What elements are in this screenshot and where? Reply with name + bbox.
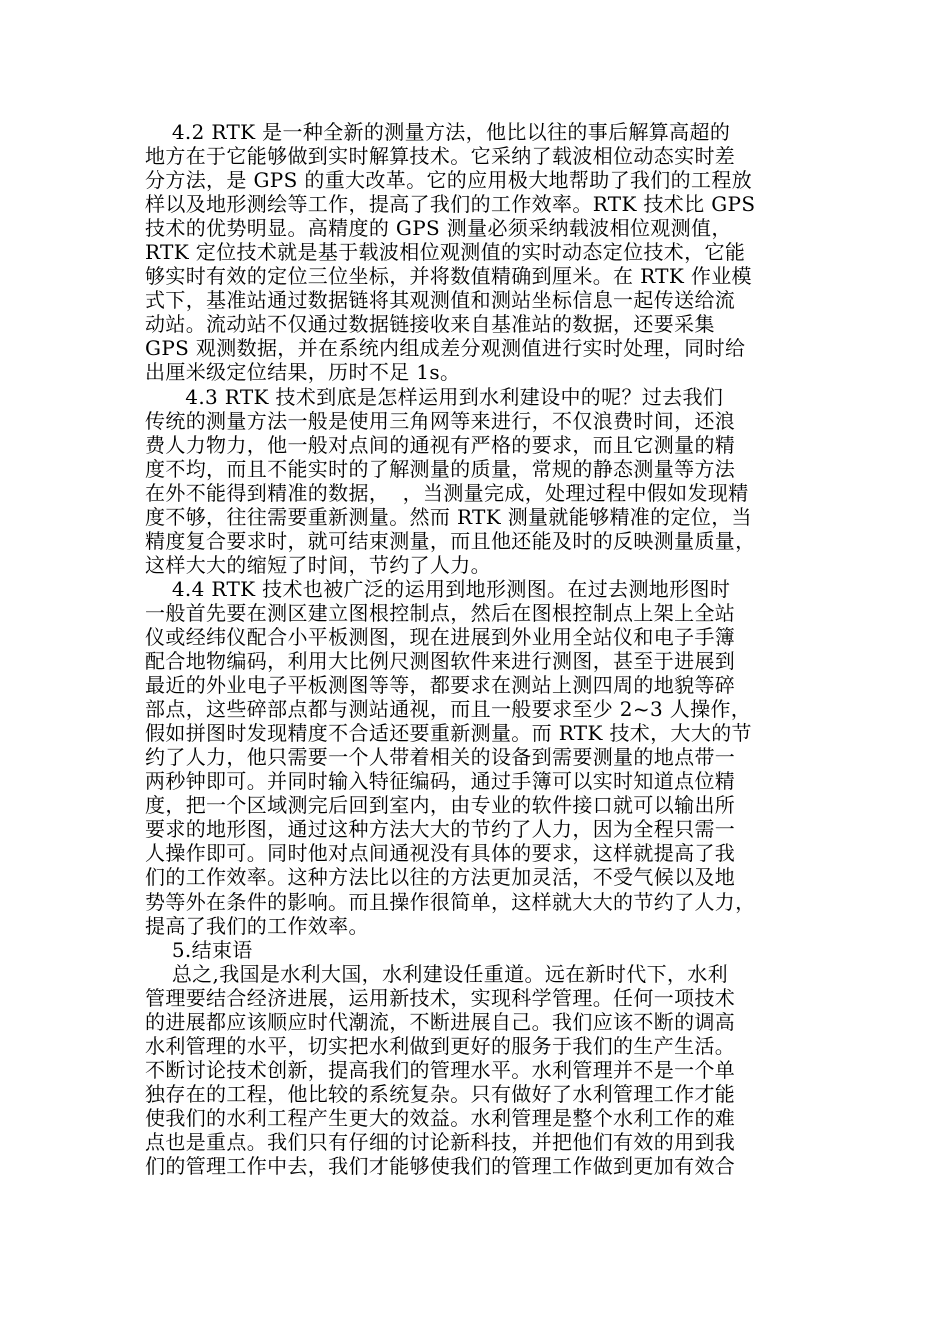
text-line: 5.结束语 [145, 937, 253, 962]
text-line: 约了人力，他只需要一个人带着相关的设备到需要测量的地点带一 [145, 745, 736, 770]
text-line: 水利管理的水平，切实把水利做到更好的服务于我们的生产生活。 [145, 1033, 736, 1058]
section-heading-conclusion [145, 938, 805, 962]
text-line: RTK 定位技术就是基于载波相位观测值的实时动态定位技术，它能 [145, 240, 746, 265]
text-line: 们的工作效率。这种方法比以往的方法更加灵活，不受气候以及地 [145, 865, 736, 890]
text-line: 在外不能得到精准的数据， ，当测量完成，处理过程中假如发现精 [145, 480, 749, 505]
text-line: GPS 观测数据，并在系统内组成差分观测值进行实时处理，同时给 [145, 336, 746, 361]
text-line: 费人力物力，他一般对点间的通视有严格的要求，而且它测量的精 [145, 432, 736, 457]
text-line: 点也是重点。我们只有仔细的讨论新科技，并把他们有效的用到我 [145, 1129, 736, 1154]
text-line: 动站。流动站不仅通过数据链接收来自基准站的数据，还要采集 [145, 312, 715, 337]
text-line: 的进展都应该顺应时代潮流，不断进展自己。我们应该不断的调高 [145, 1009, 736, 1034]
text-line: 使我们的水利工程产生更大的效益。水利管理是整个水利工作的难 [145, 1105, 736, 1130]
text-line: 度不够，往往需要重新测量。然而 RTK 测量就能够精准的定位，当 [145, 504, 752, 529]
document-page [145, 120, 805, 1178]
text-line: 管理要结合经济进展，运用新技术，实现科学管理。任何一项技术 [145, 985, 736, 1010]
text-line: 精度复合要求时，就可结束测量，而且他还能及时的反映测量质量， [145, 528, 756, 553]
text-line: 最近的外业电子平板测图等等，都要求在测站上测四周的地貌等碎 [145, 673, 736, 698]
text-line: 部点，这些碎部点都与测站通视，而且一般要求至少 2~3 人操作， [145, 697, 752, 722]
text-line: 度不均，而且不能实时的了解测量的质量，常规的静态测量等方法 [145, 456, 736, 481]
text-line: 这样大大的缩短了时间，节约了人力。 [145, 552, 491, 577]
text-line: 传统的测量方法一般是使用三角网等来进行，不仅浪费时间，还浪 [145, 408, 736, 433]
text-line: 出厘米级定位结果，历时不足 1s。 [145, 360, 461, 385]
text-line: 要求的地形图，通过这种方法大大的节约了人力，因为全程只需一 [145, 817, 736, 842]
text-line: 样以及地形测绘等工作，提高了我们的工作效率。RTK 技术比 GPS [145, 192, 756, 217]
text-line: 不断讨论技术创新，提高我们的管理水平。水利管理并不是一个单 [145, 1057, 736, 1082]
text-line: 度，把一个区域测完后回到室内，由专业的软件接口就可以输出所 [145, 793, 736, 818]
text-line: 4.3 RTK 技术到底是怎样运用到水利建设中的呢？过去我们 [145, 384, 724, 409]
text-line: 式下，基准站通过数据链将其观测值和测站坐标信息一起传送给流 [145, 288, 736, 313]
text-line: 仪或经纬仪配合小平板测图，现在进展到外业用全站仪和电子手簿 [145, 624, 736, 649]
text-line: 人操作即可。同时他对点间通视没有具体的要求，这样就提高了我 [145, 841, 736, 866]
text-line: 技术的优势明显。高精度的 GPS 测量必须采纳载波相位观测值， [145, 216, 732, 241]
text-line: 两秒钟即可。并同时输入特征编码，通过手簿可以实时知道点位精 [145, 769, 736, 794]
text-line: 独存在的工程，他比较的系统复杂。只有做好了水利管理工作才能 [145, 1081, 736, 1106]
text-line: 势等外在条件的影响。而且操作很简单，这样就大大的节约了人力， [145, 889, 756, 914]
text-line: 提高了我们的工作效率。 [145, 913, 369, 938]
text-line: 4.4 RTK 技术也被广泛的运用到地形测图。在过去测地形图时 [145, 576, 731, 601]
text-line: 够实时有效的定位三位坐标，并将数值精确到厘米。在 RTK 作业模 [145, 264, 752, 289]
paragraph-4-2 [145, 120, 805, 385]
paragraph-4-3 [145, 385, 805, 577]
text-line: 配合地物编码，利用大比例尺测图软件来进行测图，甚至于进展到 [145, 649, 736, 674]
text-line: 分方法，是 GPS 的重大改革。它的应用极大地帮助了我们的工程放 [145, 168, 753, 193]
text-line: 总之,我国是水利大国，水利建设任重道。远在新时代下，水利 [145, 961, 728, 986]
text-line: 假如拼图时发现精度不合适还要重新测量。而 RTK 技术，大大的节 [145, 721, 752, 746]
text-line: 一般首先要在测区建立图根控制点，然后在图根控制点上架上全站 [145, 600, 736, 625]
paragraph-4-4 [145, 577, 805, 938]
paragraph-conclusion [145, 962, 805, 1178]
text-line: 地方在于它能够做到实时解算技术。它采纳了载波相位动态实时差 [145, 144, 736, 169]
text-line: 4.2 RTK 是一种全新的测量方法，他比以往的事后解算高超的 [145, 120, 731, 144]
text-line: 们的管理工作中去，我们才能够使我们的管理工作做到更加有效合 [145, 1154, 736, 1179]
